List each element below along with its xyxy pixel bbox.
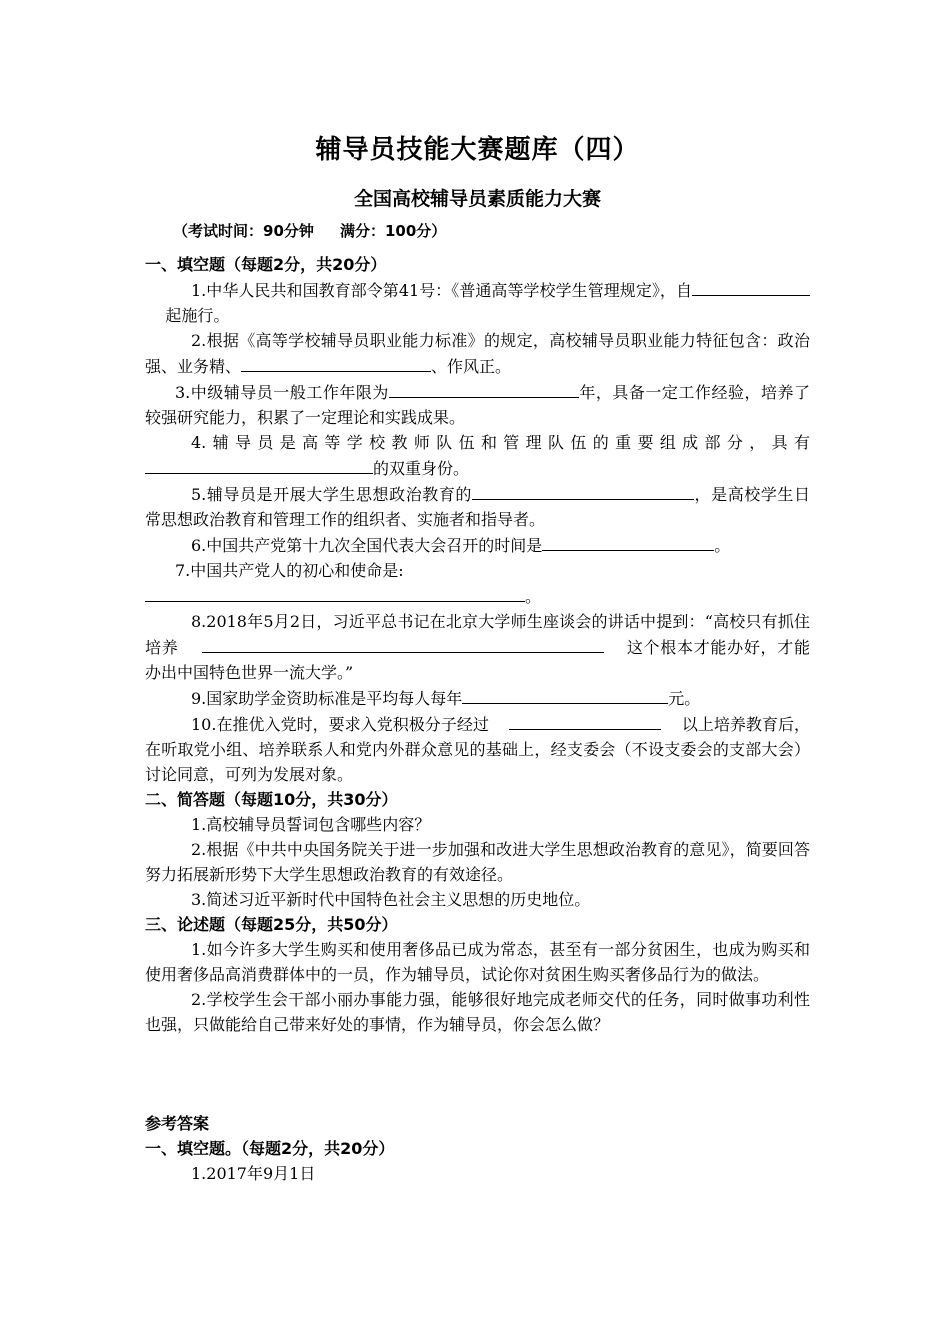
short-question-1: 1.高校辅导员誓词包含哪些内容？ — [191, 815, 431, 834]
question-8 — [145, 609, 810, 685]
question-10 — [145, 711, 810, 787]
answers-heading: 参考答案 — [145, 1114, 210, 1133]
question-8-text: 8.2018年5月2日，习近平总书记在北京大学师生座谈会的讲话中提到：“高校只有抓住培养 — [145, 612, 810, 657]
question-4 — [145, 430, 810, 481]
answer-blank — [509, 711, 661, 730]
answers-section-1-heading: 一、填空题。（每题2分，共20分） — [145, 1139, 395, 1158]
question-4-text: 4.辅导员是高等学校教师队伍和管理队伍的重要组成部分，具有 — [191, 433, 810, 452]
question-10-text-end: 以上培养教育后，在听取党小组、培养联系人和党内外群众意见的基础上，经支委会（不设支委会的支部大会）讨论同意，可列为发展对象。 — [145, 715, 810, 784]
question-5-text-end: ，是高校学生日常思想政治教育和管理工作的组织者、实施者和指导者。 — [145, 485, 810, 529]
answer-blank — [462, 685, 668, 704]
answer-blank — [472, 481, 694, 500]
question-3-text: 3.中级辅导员一般工作年限为 — [175, 383, 389, 402]
section-short-answer-heading: 二、简答题（每题10分，共30分） — [145, 790, 398, 809]
question-2-text-end: 、作风正。 — [431, 357, 512, 376]
answer-blank — [241, 353, 431, 372]
question-3 — [145, 379, 810, 430]
answer-blank — [202, 634, 604, 653]
answer-blank — [145, 583, 525, 602]
short-question-2: 2.根据《中共中央国务院关于进一步加强和改进大学生思想政治教育的意见》，简要回答努力拓展新形势下大学生思想政治教育的有效途径。 — [145, 840, 810, 884]
essay-question-2: 2.学校学生会干部小丽办事能力强，能够很好地完成老师交代的任务，同时做事功利性也强，只做能给自己带来好处的事情，作为辅导员，你会怎么做？ — [145, 990, 810, 1034]
question-2-text: 2.根据《高等学校辅导员职业能力标准》的规定，高校辅导员职业能力特征包含：政治强、业务精、 — [145, 331, 810, 376]
question-8-text-end: 这个根本才能办好，才能办出中国特色世界一流大学。” — [145, 638, 810, 682]
answer-blank — [692, 277, 810, 296]
question-9-text: 9.国家助学金资助标准是平均每人每年 — [191, 689, 463, 708]
question-1-text: 1.中华人民共和国教育部令第41号：《普通高等学校学生管理规定》，自 — [191, 281, 692, 300]
page-title: 辅导员技能大赛题库（四） — [315, 135, 640, 165]
question-5 — [145, 481, 810, 532]
answer-blank — [542, 532, 714, 551]
answer-blank — [389, 379, 579, 398]
question-7-line — [145, 583, 810, 609]
exam-info: （考试时间：90分钟 满分：100分） — [173, 222, 447, 240]
question-3-text-end: 年，具备一定工作经验，培养了较强研究能力，积累了一定理论和实践成果。 — [145, 383, 810, 427]
question-7 — [145, 558, 810, 583]
question-9-text-end: 元。 — [668, 689, 701, 708]
question-1-text-end: 起施行。 — [165, 306, 230, 325]
question-6-text-end: 。 — [714, 536, 731, 555]
question-6-text: 6.中国共产党第十九次全国代表大会召开的时间是 — [191, 536, 543, 555]
question-4-text-end: 的双重身份。 — [373, 459, 470, 478]
question-5-text: 5.辅导员是开展大学生思想政治教育的 — [191, 485, 472, 504]
question-6 — [145, 532, 810, 558]
question-1 — [145, 277, 810, 328]
question-7-text-end: 。 — [525, 587, 542, 606]
question-9 — [145, 685, 810, 711]
answer-blank — [145, 455, 373, 474]
document-page — [145, 130, 810, 1186]
page-subtitle: 全国高校辅导员素质能力大赛 — [353, 188, 601, 210]
essay-question-1: 1.如今许多大学生购买和使用奢侈品已成为常态，甚至有一部分贫困生，也成为购买和使用奢侈品高消费群体中的一员，作为辅导员，试论你对贫困生购买奢侈品行为的做法。 — [145, 940, 810, 984]
section-essay-heading: 三、论述题（每题25分，共50分） — [145, 915, 398, 934]
short-question-3: 3.简述习近平新时代中国特色社会主义思想的历史地位。 — [191, 890, 591, 909]
question-7-text: 7.中国共产党人的初心和使命是: — [175, 561, 404, 580]
answer-1: 1.2017年9月1日 — [191, 1164, 316, 1183]
question-10-text: 10.在推优入党时，要求入党积极分子经过 — [191, 715, 489, 734]
question-2 — [145, 328, 810, 379]
section-fill-in-heading: 一、填空题（每题2分，共20分） — [145, 255, 387, 274]
spacer — [145, 1037, 810, 1097]
